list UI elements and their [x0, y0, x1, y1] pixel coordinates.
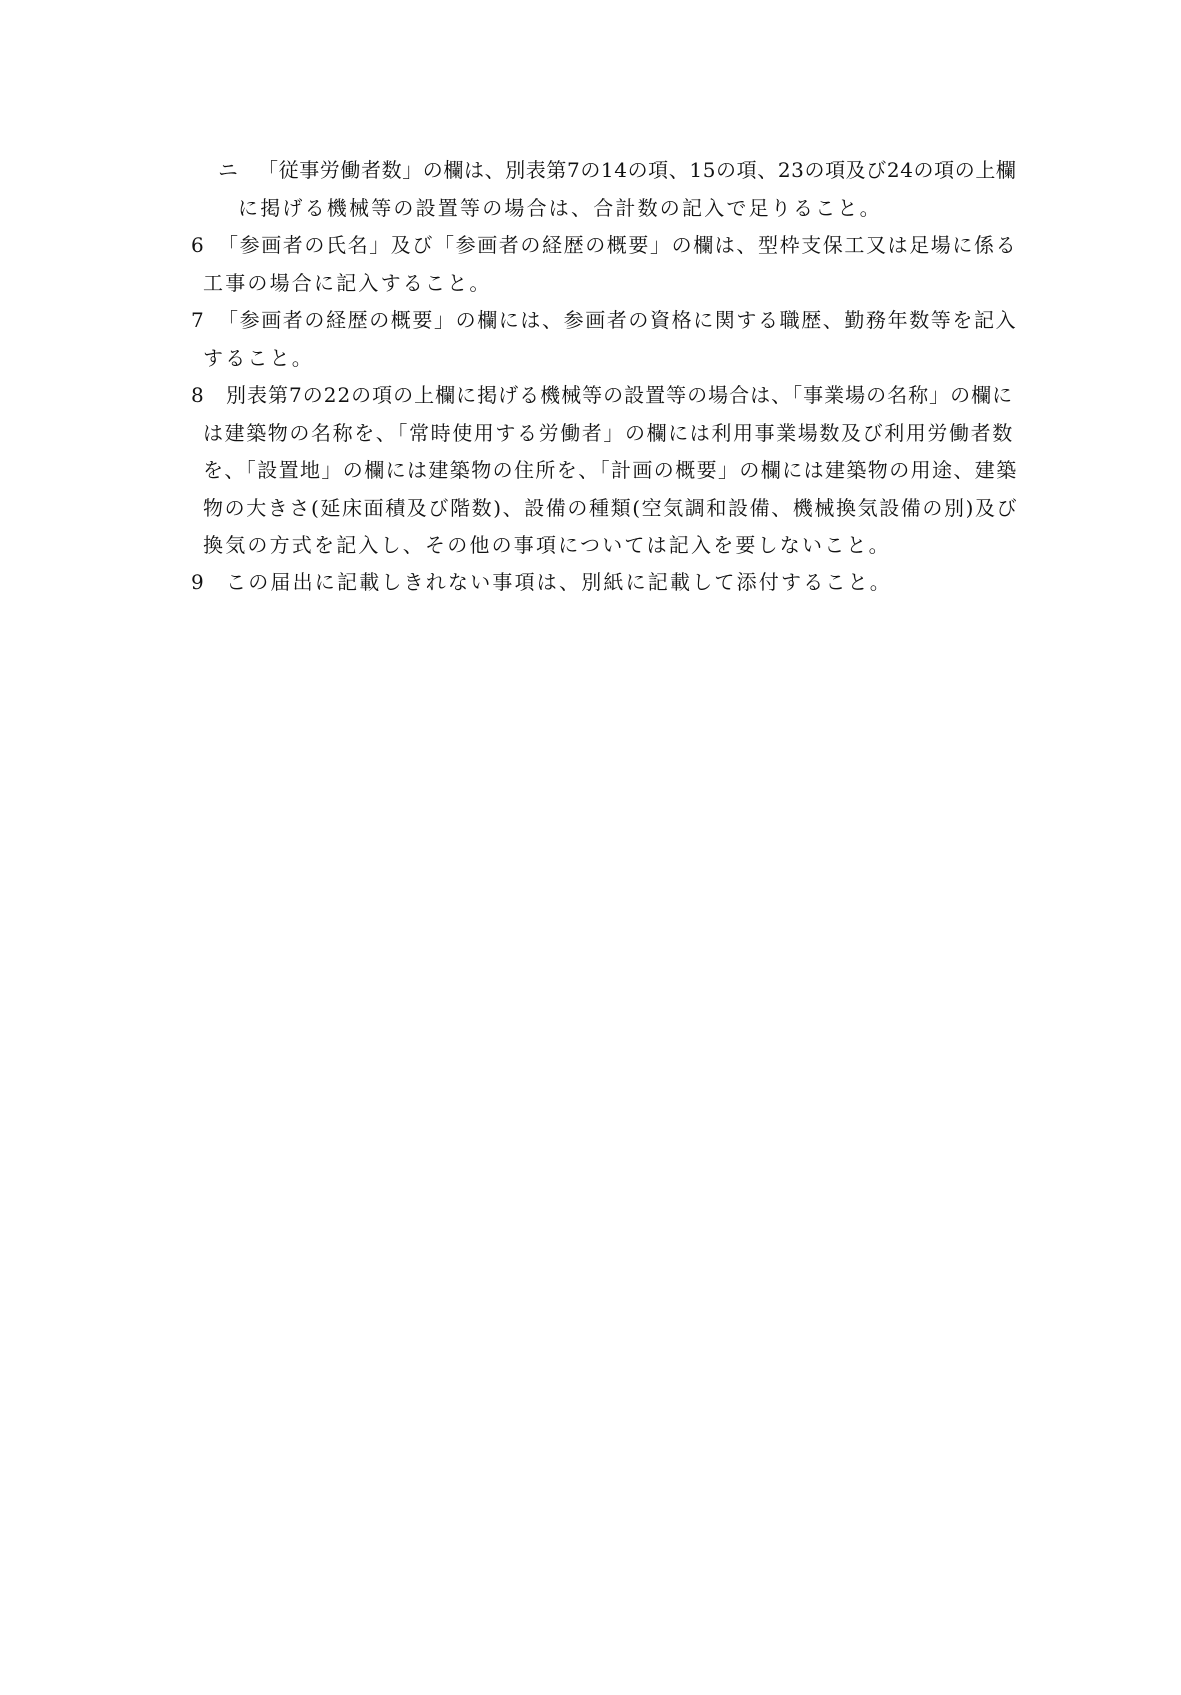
note-8-line-5 — [0, 530, 1181, 560]
note-6-line-2 — [0, 268, 1181, 298]
note-marker: ニ — [218, 158, 241, 182]
note-ni-line-2 — [0, 193, 1181, 223]
note-7-line-1 — [0, 305, 1181, 335]
note-marker: 6 — [191, 233, 206, 257]
note-text: 換気の方式を記入し、その他の事項については記入を要しないこと。 — [203, 533, 891, 557]
note-text: 別表第7の22の項の上欄に掲げる機械等の設置等の場合は、「事業場の名称」の欄に — [226, 383, 1014, 407]
note-text: 工事の場合に記入すること。 — [203, 271, 492, 295]
note-marker: 9 — [191, 570, 206, 594]
note-6-line-1 — [0, 230, 1181, 260]
note-text: この届出に記載しきれない事項は、別紙に記載して添付すること。 — [226, 570, 892, 594]
note-text: 「従事労働者数」の欄は、別表第7の14の項、15の項、23の項及び24の項の上欄 — [258, 158, 1017, 182]
note-text: 「参画者の経歴の概要」の欄には、参画者の資格に関する職歴、勤務年数等を記入 — [218, 308, 1018, 332]
note-8-line-3 — [0, 455, 1181, 485]
note-8-line-1 — [0, 380, 1181, 410]
note-7-line-2 — [0, 343, 1181, 373]
note-9-line-1 — [0, 567, 1181, 597]
note-8-line-2 — [0, 418, 1181, 448]
note-8-line-4 — [0, 493, 1181, 523]
note-text: を、「設置地」の欄には建築物の住所を、「計画の概要」の欄には建築物の用途、建築 — [203, 458, 1018, 482]
note-ni-line-1 — [0, 155, 1181, 185]
note-text: 物の大きさ(延床面積及び階数)、設備の種類(空気調和設備、機械換気設備の別)及び — [203, 496, 1019, 520]
note-text: すること。 — [203, 346, 314, 370]
note-text: 「参画者の氏名」及び「参画者の経歴の概要」の欄は、型枠支保工又は足場に係る — [218, 233, 1018, 257]
note-marker: 8 — [191, 383, 206, 407]
note-marker: 7 — [191, 308, 206, 332]
note-text: は建築物の名称を、「常時使用する労働者」の欄には利用事業場数及び利用労働者数 — [203, 421, 1014, 445]
note-text: に掲げる機械等の設置等の場合は、合計数の記入で足りること。 — [238, 196, 882, 220]
